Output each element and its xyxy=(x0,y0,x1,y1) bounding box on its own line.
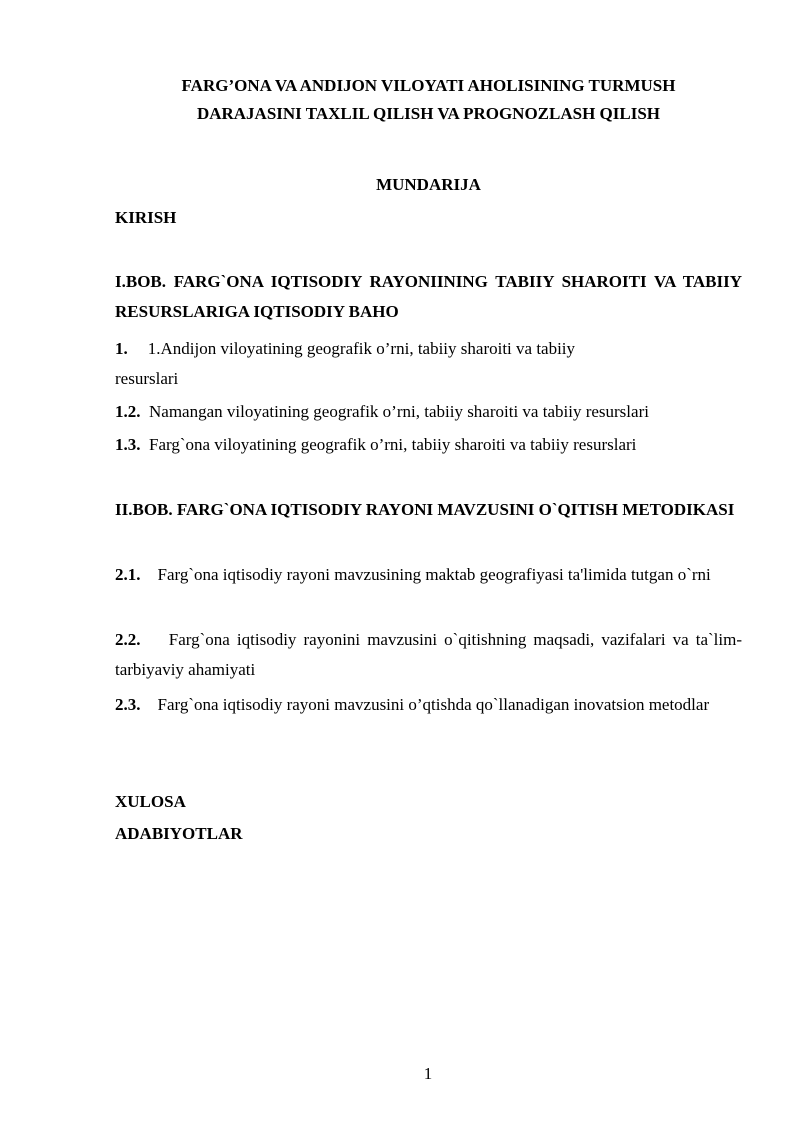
document-title xyxy=(115,72,742,128)
item-text: Farg`ona iqtisodiy rayoni mavzusining maktab geografiyasi ta'limida tutgan o`rni xyxy=(157,565,711,584)
item-text: 1.Andijon viloyatining geografik o’rni, tabiiy sharoiti va tabiiy xyxy=(147,339,576,358)
item-number: 2.2. xyxy=(115,630,141,649)
chapter-1-item-3 xyxy=(115,430,742,460)
item-number: 1.3. xyxy=(115,435,141,454)
item-number: 2.3. xyxy=(115,695,141,714)
chapter-2-item-3 xyxy=(115,690,742,720)
introduction-heading: KIRISH xyxy=(115,208,177,227)
chapter-2-item-1 xyxy=(115,560,742,590)
chapter-2-item-2 xyxy=(115,625,742,685)
item-text-continued: resurslari xyxy=(115,369,179,388)
page-number: 1 xyxy=(423,1064,433,1083)
title-line-2: DARAJASINI TAXLIL QILISH VA PROGNOZLASH QILISH xyxy=(196,104,661,123)
item-text: Farg`ona iqtisodiy rayonini mavzusini o`qitishning maqsadi, vazifalari va ta`lim- tarbiyaviy ahamiyati xyxy=(115,630,742,679)
chapter-1-heading: I.BOB. FARG`ONA IQTISODIY RAYONIINING TABIIY SHAROITI VA TABIIY RESURSLARIGA IQTISODIY BAHO xyxy=(115,272,742,321)
item-number: 1.2. xyxy=(115,402,141,421)
chapter-1-item-2 xyxy=(115,397,742,427)
chapter-1-item-1-continued xyxy=(115,364,742,394)
item-text: Namangan viloyatining geografik o’rni, tabiiy sharoiti va tabiiy resurslari xyxy=(149,402,649,421)
item-number: 2.1. xyxy=(115,565,141,584)
conclusion-heading: XULOSA xyxy=(115,792,186,811)
item-text: Farg`ona viloyatining geografik o’rni, tabiiy sharoiti va tabiiy resurslari xyxy=(149,435,637,454)
title-line-1: FARG’ONA VA ANDIJON VILOYATI AHOLISINING TURMUSH xyxy=(181,76,676,95)
chapter-1-item-1 xyxy=(115,334,742,364)
item-number: 1. xyxy=(115,339,128,358)
references-heading: ADABIYOTLAR xyxy=(115,824,243,843)
chapter-2-heading: II.BOB. FARG`ONA IQTISODIY RAYONI MAVZUSINI O`QITISH METODIKASI xyxy=(115,500,735,519)
contents-title: MUNDARIJA xyxy=(376,175,481,194)
item-text: Farg`ona iqtisodiy rayoni mavzusini o’qtishda qo`llanadigan inovatsion metodlar xyxy=(157,695,710,714)
